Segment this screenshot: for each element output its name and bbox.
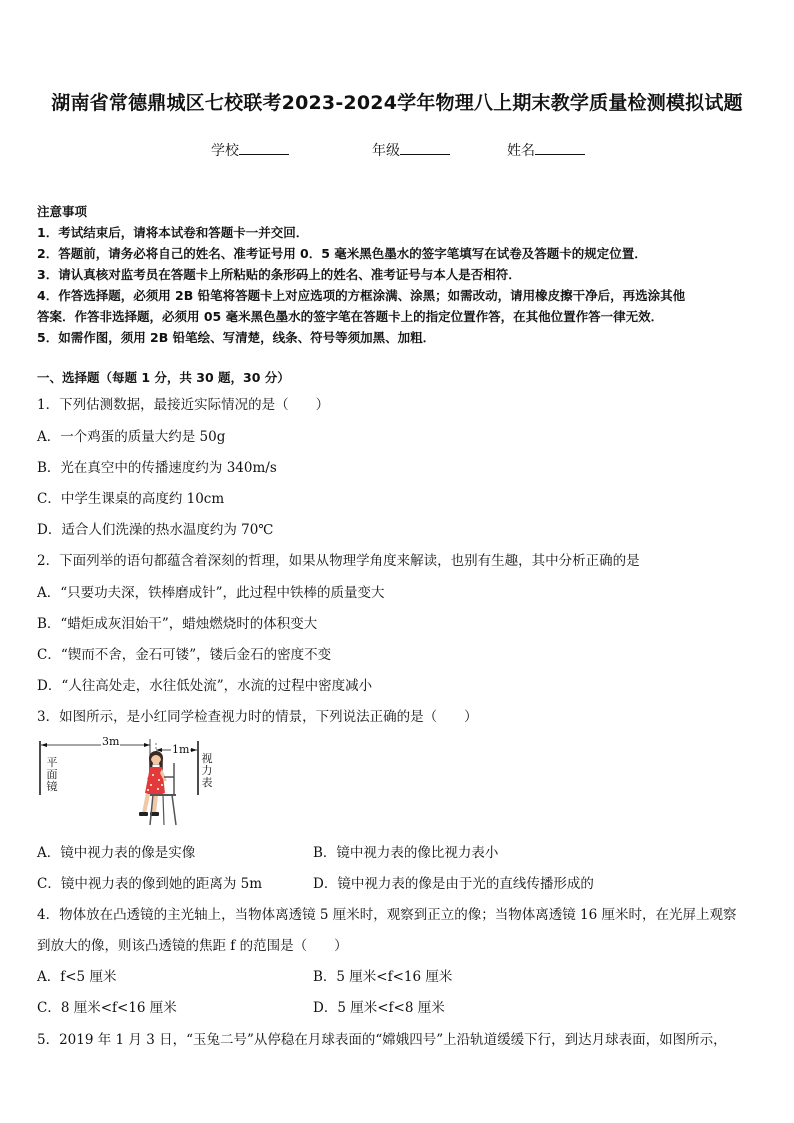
- q2-option-b: B．“蜡炬成灰泪始干”，蜡烛燃烧时的体积变大: [37, 616, 318, 632]
- school-field: [211, 140, 289, 160]
- notice-item: 3．请认真核对监考员在答题卡上所粘贴的条形码上的姓名、准考证号与本人是否相符．: [37, 267, 521, 282]
- q3-option-a: A．镜中视力表的像是实像: [37, 845, 196, 861]
- q4-option-a: A．f<5 厘米: [37, 969, 117, 985]
- section-heading: 一、选择题（每题 1 分，共 30 题，30 分）: [37, 370, 290, 385]
- notice-item: 2．答题前，请务必将自己的姓名、准考证号用 0．5 毫米黑色墨水的签字笔填写在试卷及答题卡的规定位置．: [37, 246, 647, 261]
- notice-item: 答案．作答非选择题，必须用 05 毫米黑色墨水的签字笔在答题卡上的指定位置作答，在其他位置作答一律无效．: [37, 309, 664, 324]
- mirror-label: 平面镜: [46, 756, 58, 793]
- q1-stem: 1．下列估测数据，最接近实际情况的是（ ）: [37, 397, 330, 413]
- name-label: 姓名: [507, 143, 535, 159]
- eye-chart-label: 视力表: [201, 752, 213, 789]
- q4-option-b: B．5 厘米<f<16 厘米: [313, 969, 453, 985]
- q4-option-c: C．8 厘米<f<16 厘米: [37, 1000, 177, 1016]
- q3-option-b: B．镜中视力表的像比视力表小: [313, 845, 499, 861]
- vision-test-figure: [38, 733, 228, 833]
- grade-field: [372, 140, 450, 160]
- notice-item: 4．作答选择题，必须用 2B 铅笔将答题卡上对应选项的方框涂满、涂黑；如需改动，请用橡皮擦干净后，再选涂其他: [37, 288, 686, 303]
- q1-option-d: D．适合人们洗澡的热水温度约为 70℃: [37, 522, 274, 538]
- q5-stem: 5．2019 年 1 月 3 日，“玉兔二号”从停稳在月球表面的“嫦娥四号”上沿轨道缓缓下行，到达月球表面，如图所示，: [37, 1032, 727, 1048]
- q1-option-b: B．光在真空中的传播速度约为 340m/s: [37, 460, 277, 476]
- page-title: 湖南省常德鼎城区七校联考2023-2024学年物理八上期末教学质量检测模拟试题: [51, 92, 743, 114]
- q1-option-a: A．一个鸡蛋的质量大约是 50g: [37, 429, 226, 445]
- name-blank: [535, 142, 585, 155]
- q3-option-c: C．镜中视力表的像到她的距离为 5m: [37, 876, 263, 892]
- name-field: [507, 140, 585, 160]
- q2-option-c: C．“锲而不舍，金石可镂”，镂后金石的密度不变: [37, 647, 332, 663]
- school-blank: [239, 142, 289, 155]
- q4-stem-line1: 4．物体放在凸透镜的主光轴上，当物体离透镜 5 厘米时，观察到正立的像；当物体离透镜 16 厘米时，在光屏上观察: [37, 907, 737, 923]
- q3-stem: 3．如图所示，是小红同学检查视力时的情景，下列说法正确的是（ ）: [37, 709, 478, 725]
- grade-label: 年级: [372, 143, 400, 159]
- school-label: 学校: [211, 143, 239, 159]
- q3-option-d: D．镜中视力表的像是由于光的直线传播形成的: [313, 876, 594, 892]
- q4-option-d: D．5 厘米<f<8 厘米: [313, 1000, 445, 1016]
- q1-option-c: C．中学生课桌的高度约 10cm: [37, 491, 225, 507]
- notice-item: 1．考试结束后，请将本试卷和答题卡一并交回．: [37, 225, 309, 240]
- q2-option-a: A．“只要功夫深，铁棒磨成针”，此过程中铁棒的质量变大: [37, 585, 385, 601]
- q4-stem-line2: 到放大的像，则该凸透镜的焦距 f 的范围是（ ）: [37, 938, 348, 954]
- grade-blank: [400, 142, 450, 155]
- notice-item: 5．如需作图，须用 2B 铅笔绘、写清楚，线条、符号等须加黑、加粗．: [37, 330, 436, 345]
- q2-option-d: D．“人往高处走，水往低处流”，水流的过程中密度减小: [37, 678, 373, 694]
- notice-heading: 注意事项: [37, 204, 88, 219]
- distance-1m-label: 1m: [172, 743, 190, 756]
- distance-3m-label: 3m: [102, 735, 120, 748]
- figure-drawing: [38, 733, 228, 833]
- q2-stem: 2．下面列举的语句都蕴含着深刻的哲理，如果从物理学角度来解读，也别有生趣，其中分析正确的是: [37, 553, 640, 569]
